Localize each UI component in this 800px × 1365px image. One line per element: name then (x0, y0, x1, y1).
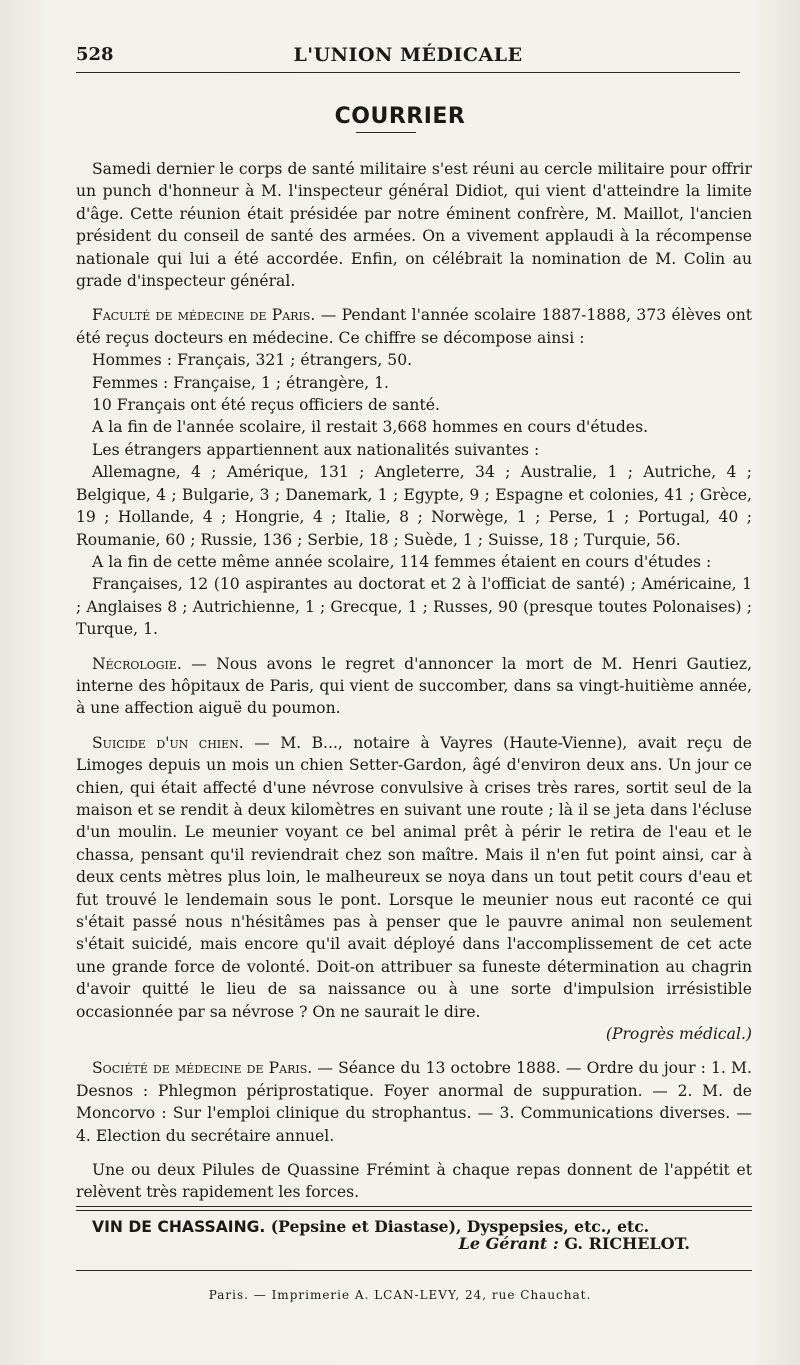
gerant-signature (459, 1234, 690, 1253)
running-head (76, 44, 740, 70)
lead-societe: Société de médecine de Paris. — (92, 1059, 333, 1078)
lead-suicide: Suicide d'un chien. — (92, 733, 270, 752)
page-number: 528 (76, 44, 114, 65)
paragraph-cours: A la fin de l'année scolaire, il restait 3,668 hommes en cours d'études. (92, 418, 649, 437)
paragraph-societe (76, 1057, 752, 1147)
printer-imprint: Paris. — Imprimerie A. LCAN-LEVY, 24, rue Chauchat. (208, 1288, 592, 1302)
footer-rule-top (76, 1206, 752, 1207)
paragraph-femmes: Femmes : Française, 1 ; étrangère, 1. (92, 373, 390, 392)
paragraph-pilules: Une ou deux Pilules de Quassine Frémint à chaque repas donnent de l'appétit et relèvent très rapidement les forces. (76, 1161, 752, 1202)
paragraph-suicide-text: M. B..., notaire à Vayres (Haute-Vienne), avait reçu de Limoges depuis un mois un chien Setter-Gardon, âgé d'environ deux ans. Un jour ce chien, qui était affecté d'une névrose convulsive à crises très rares, sortit seul de la maison et se rendit à deux kilomètres en suivant une route ; là il se jeta dans l'écluse d'un moulin. Le meunier voyant ce bel animal prêt à périr le retira de l'eau et le chassa, pensant qu'il reviendrait chez son maître. Mais il n'en fut point ainsi, car à deux cents mètres plus loin, le malheureux se noya dans un tout petit cours d'eau et fut trouvé le lendemain sous le pont. Lorsque le meunier nous eut raconté ce qui s'était passé nous n'hésitâmes pas à penser que le pauvre animal non seulement s'était suicidé, mais encore qu'il avait déployé dans l'accomplissement de cet acte une grande force de volonté. Doit-on attribuer sa funeste détermination au chagrin d'avoir quitté le lieu de sa naissance ou à une sorte d'impulsion irrésistible occasionnée par sa névrose ? On ne saurait le dire. (76, 733, 753, 1021)
lead-necrologie: Nécrologie. — (92, 654, 207, 673)
lead-faculte: Faculté de médecine de Paris. — (92, 306, 337, 325)
imprint-rule (76, 1270, 752, 1271)
paragraph-societe-text: Séance du 13 octobre 1888. — Ordre du jour : 1. M. Desnos : Phlegmon périprostatique. Foyer anormal de suppuration. — 2. M. de Moncorvo : Sur l'emploi clinique du strophantus. — 3. Communications diverses. — 4. Election du secrétaire annuel. (76, 1059, 752, 1145)
paragraph-faculte (76, 304, 752, 349)
paragraph-nationalites: Allemagne, 4 ; Amérique, 131 ; Angleterre, 34 ; Australie, 1 ; Autriche, 4 ; Belgique, 4 ; Bulgarie, 3 ; Danemark, 1 ; Egypte, 9 ; Espagne et colonies, 41 ; Grèce, 19 ; Hollande, 4 ; Hongrie, 4 ; Italie, 8 ; Norwège, 1 ; Perse, 1 ; Portugal, 40 ; Roumanie, 60 ; Russie, 136 ; Serbie, 18 ; Suède, 1 ; Suisse, 18 ; Turquie, 56. (76, 463, 752, 549)
article-body (76, 158, 752, 1238)
paragraph-femmes-cours: A la fin de cette même année scolaire, 114 femmes étaient en cours d'études : (92, 552, 712, 571)
paragraph-vin-text: (Pepsine et Diastase), Dyspepsies, etc., etc. (270, 1216, 650, 1236)
paragraph-suicide (76, 732, 752, 1023)
footer-rule-bottom (76, 1210, 752, 1211)
section-title: COURRIER (334, 104, 466, 129)
paragraph-femmes-detail: Françaises, 12 (10 aspirantes au doctorat et 2 à l'officiat de santé) ; Américaine, 1 ; Anglaises 8 ; Autrichienne, 1 ; Grecque, 1 ; Russes, 90 (presque toutes Polonaises) ; Turque, 1. (76, 575, 752, 639)
gerant-label: Le Gérant : (458, 1234, 559, 1253)
paragraph-nationalites-intro: Les étrangers appartiennent aux nationalités suivantes : (92, 440, 540, 459)
paragraph-punch: Samedi dernier le corps de santé militaire s'est réuni au cercle militaire pour offrir un punch d'honneur à M. l'inspecteur général Didiot, qui vient d'atteindre la limite d'âge. Cette réunion était présidée par notre éminent confrère, M. Maillot, l'ancien président du conseil de santé des armées. On a vivement applaudi à la récompense nationale qui lui a été accordée. Enfin, on célébrait la nomination de M. Colin au grade d'inspecteur général. (76, 160, 752, 291)
paragraph-necrologie-text: Nous avons le regret d'annoncer la mort de M. Henri Gautiez, interne des hôpitaux de Paris, qui vient de succomber, dans sa vingt-huitième année, à une affection aiguë du poumon. (76, 654, 753, 718)
header-rule (76, 72, 740, 73)
paragraph-hommes: Hommes : Français, 321 ; étrangers, 50. (92, 351, 413, 370)
gerant-name: G. RICHELOT. (564, 1234, 690, 1253)
journal-title: L'UNION MÉDICALE (293, 44, 523, 66)
paragraph-necrologie (76, 653, 752, 720)
source-credit: (Progrès médical.) (605, 1025, 752, 1044)
paragraph-officiers: 10 Français ont été reçus officiers de santé. (92, 396, 440, 415)
title-rule (356, 132, 416, 133)
paragraph-faculte-text: Pendant l'année scolaire 1887-1888, 373 élèves ont été reçus docteurs en médecine. Ce chiffre se décompose ainsi : (76, 306, 753, 347)
lead-vin: VIN DE CHASSAING. (92, 1217, 266, 1236)
